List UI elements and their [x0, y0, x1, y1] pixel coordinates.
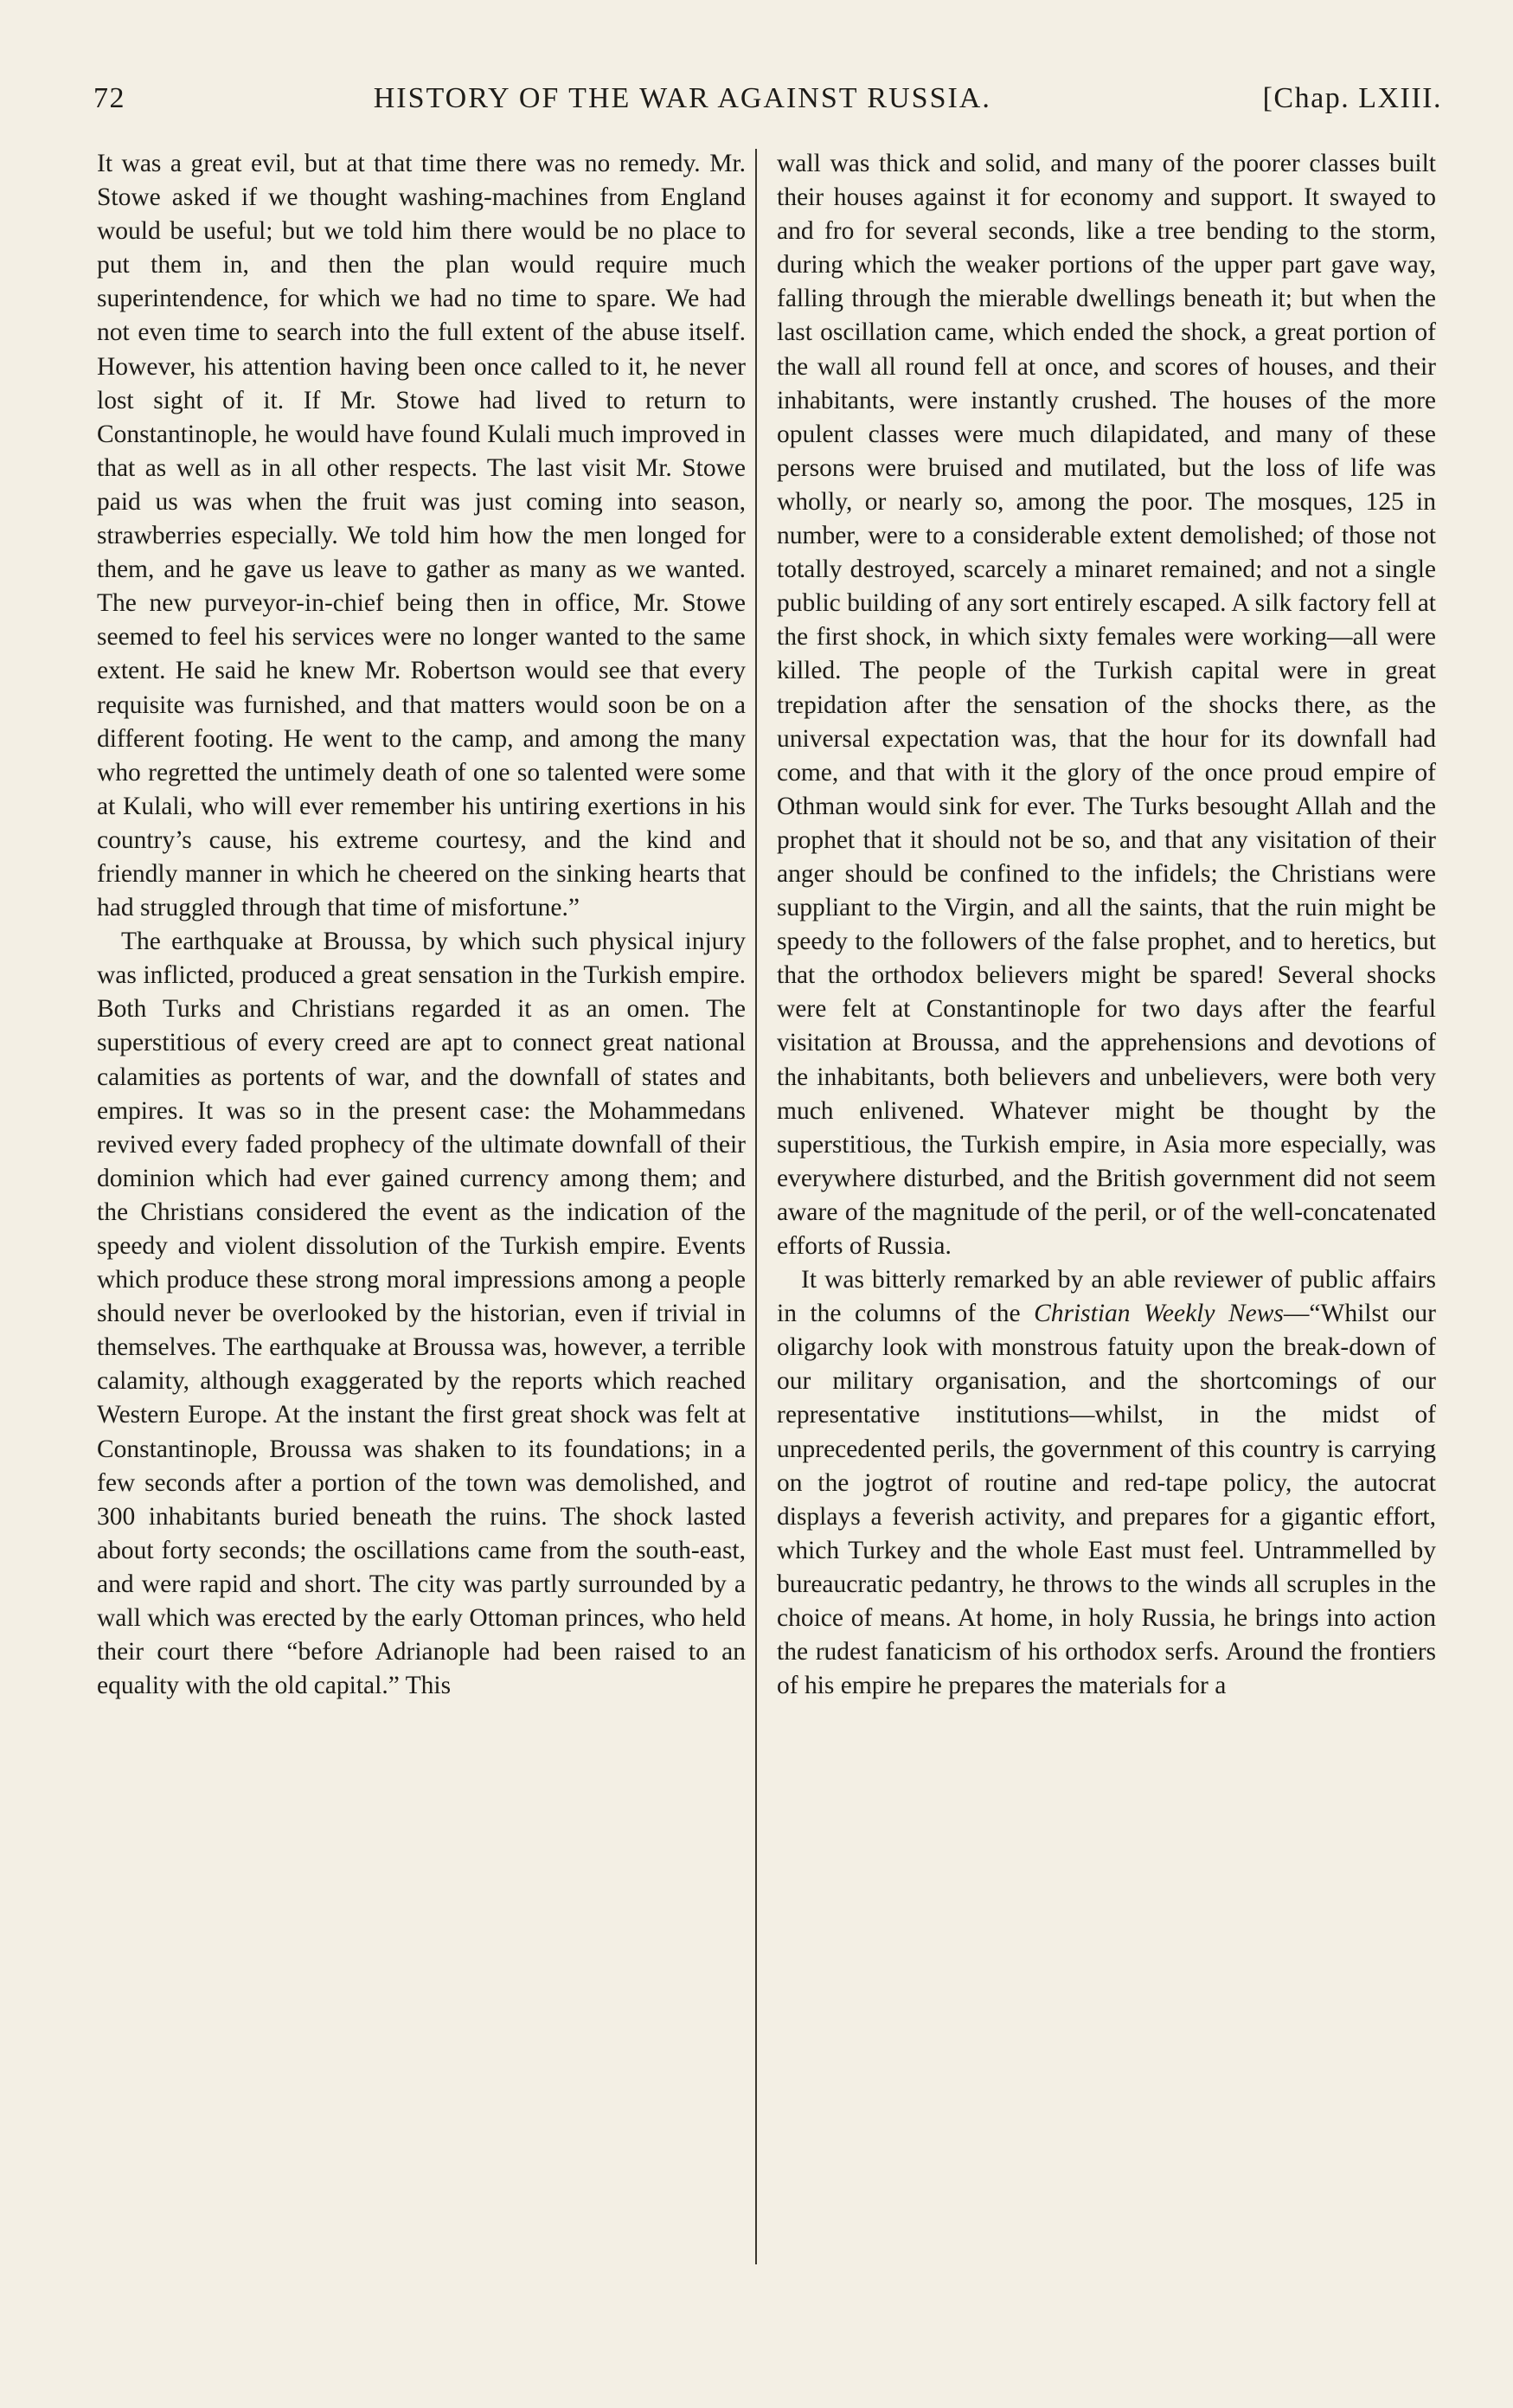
- quote-intro: It was bitterly remarked by an able reviewer of public affairs in the columns of the: [777, 1266, 1436, 1328]
- quote-text: —“Whilst our oligarchy look with monstrous fatuity upon the break-down of our military organisation, and the shortcomings of our representative institutions—whilst, in the midst of unprecedented perils, the government of this country is carrying on the jogtrot of routine and red-tape policy, the autocrat displays a feverish activity, and prepares for a gigantic effort, which Turkey and the whole East must feel. Untrammelled by bureaucratic pedantry, he throws to the winds all scruples in the choice of means. At home, in holy Russia, he brings into action the rudest fanaticism of his orthodox serfs. Around the frontiers of his empire he prepares the materials for a: [777, 1300, 1436, 1700]
- running-title: HISTORY OF THE WAR AGAINST RUSSIA.: [373, 82, 991, 114]
- page-header: [93, 80, 1442, 118]
- right-paragraph-2: [777, 1263, 1436, 1703]
- left-column: [97, 147, 746, 1703]
- left-paragraph-2: The earthquake at Broussa, by which such physical injury was inflicted, produced a great sensation in the Turkish empire. Both Turks and Christians regarded it as an omen. The superstitious of every creed are apt to connect great national calamities as portents of war, and the downfall of states and empires. It was so in the present case: the Mohammedans revived every faded prophecy of the ultimate downfall of their dominion which had ever gained currency among them; and the Christians considered the event as the indication of the speedy and violent dissolution of the Turkish empire. Events which produce these strong moral impressions among a people should never be overlooked by the historian, even if trivial in themselves. The earthquake at Broussa was, however, a terrible calamity, although exaggerated by the reports which reached Western Europe. At the instant the first great shock was felt at Constantinople, Broussa was shaken to its foundations; in a few seconds after a portion of the town was demolished, and 300 inhabitants buried beneath the ruins. The shock lasted about forty seconds; the oscillations came from the south-east, and were rapid and short. The city was partly surrounded by a wall which was erected by the early Ottoman princes, who held their court there “before Adrianople had been raised to an equality with the old capital.” This: [97, 928, 746, 1700]
- publication-title: Christian Weekly News: [1034, 1300, 1284, 1328]
- right-paragraph-1: wall was thick and solid, and many of the poorer classes built their houses against it for economy and support. It swayed to and fro for several seconds, like a tree bending to the storm, during which the weaker portions of the upper part gave way, falling through the mierable dwellings beneath it; but when the last oscillation came, which ended the shock, a great portion of the wall all round fell at once, and scores of houses, and their inhabitants, were instantly crushed. The houses of the more opulent classes were much dilapidated, and many of these persons were bruised and mutilated, but the loss of life was wholly, or nearly so, among the poor. The mosques, 125 in number, were to a considerable extent demolished; of those not totally destroyed, scarcely a minaret remained; and not a single public building of any sort entirely escaped. A silk factory fell at the first shock, in which sixty females were working—all were killed. The people of the Turkish capital were in great trepidation after the sensation of the shocks there, as the universal expectation was, that the hour for its downfall had come, and that with it the glory of the once proud empire of Othman would sink for ever. The Turks besought Allah and the prophet that it should not be so, and that any visitation of their anger should be confined to the infidels; the Christians were suppliant to the Virgin, and all the saints, that the ruin might be speedy to the followers of the false prophet, and to heretics, but that the orthodox believers might be spared! Several shocks were felt at Constantinople for two days after the fearful visitation at Broussa, and the apprehensions and devotions of the inhabitants, both believers and unbelievers, were both very much enlivened. Whatever might be thought by the superstitious, the Turkish empire, in Asia more especially, was everywhere disturbed, and the British government did not seem aware of the magnitude of the peril, or of the well-concatenated efforts of Russia.: [777, 150, 1436, 1260]
- left-paragraph-1: It was a great evil, but at that time there was no remedy. Mr. Stowe asked if we thought washing-machines from England would be useful; but we told him there would be no place to put them in, and then the plan would require much superintendence, for which we had no time to spare. We had not even time to search into the full extent of the abuse itself. However, his attention having been once called to it, he never lost sight of it. If Mr. Stowe had lived to return to Constantinople, he would have found Kulali much improved in that as well as in all other respects. The last visit Mr. Stowe paid us was when the fruit was just coming into season, strawberries especially. We told him how the men longed for them, and he gave us leave to gather as many as we wanted. The new purveyor-in-chief being then in office, Mr. Stowe seemed to feel his services were no longer wanted to the same extent. He said he knew Mr. Robertson would see that every requisite was furnished, and that matters would soon be on a different footing. He went to the camp, and among the many who regretted the untimely death of one so talented were some at Kulali, who will ever remember his untiring exertions in his country’s cause, his extreme courtesy, and the kind and friendly manner in which he cheered on the sinking hearts that had struggled through that time of misfortune.”: [97, 150, 746, 922]
- chapter-label: [Chap. LXIII.: [1262, 82, 1442, 114]
- right-column: [777, 147, 1436, 1703]
- column-divider: [755, 149, 757, 2264]
- page-number: 72: [93, 82, 125, 114]
